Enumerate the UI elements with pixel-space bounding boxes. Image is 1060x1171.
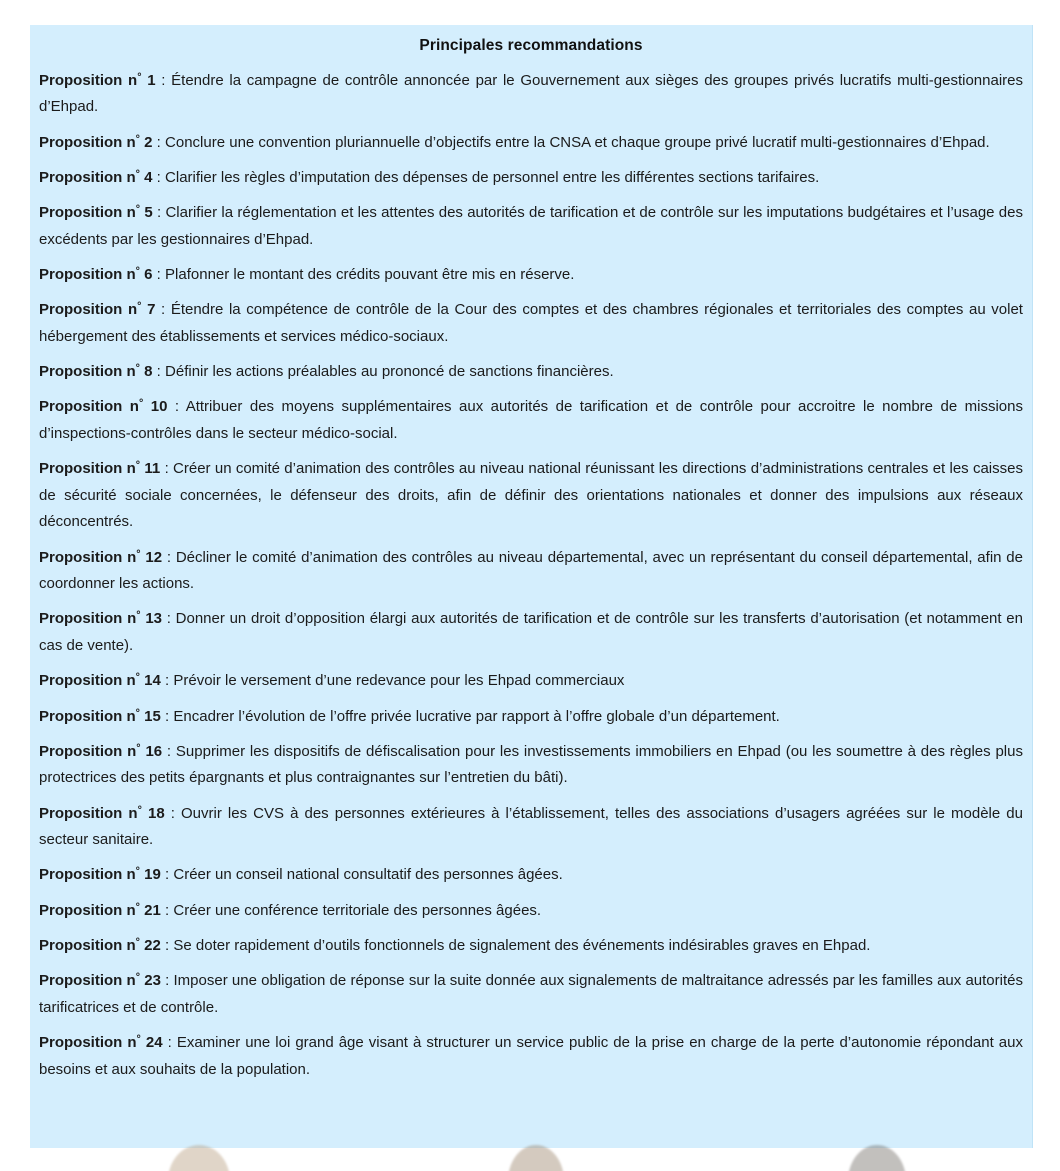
proposition-label-text: Proposition n xyxy=(39,742,137,760)
proposition-label-text: Proposition n xyxy=(39,901,136,919)
proposition-item xyxy=(39,695,1023,730)
proposition-item xyxy=(39,660,1023,695)
proposition-number: 10 xyxy=(150,398,168,416)
proposition-number: 6 xyxy=(144,265,153,283)
proposition-label-text: Proposition n xyxy=(39,398,139,416)
proposition-separator: : xyxy=(160,672,174,690)
proposition-number: 18 xyxy=(147,804,165,822)
proposition-separator: : xyxy=(160,866,174,884)
degree-sign-icon: ° xyxy=(136,548,141,561)
proposition-number: 12 xyxy=(145,548,163,566)
photo-peek-center-shape xyxy=(508,1145,564,1171)
degree-sign-icon: ° xyxy=(135,936,140,949)
proposition-label-text: Proposition n xyxy=(39,301,138,319)
degree-sign-icon: ° xyxy=(137,804,142,817)
proposition-text: Prévoir le versement d’une redevance pour les Ehpad commerciaux xyxy=(173,672,625,690)
proposition-text: Examiner une loi grand âge visant à structurer un service public de la prise en charge de la perte d’autonomie répondant aux besoins et aux souhaits de la population. xyxy=(39,1033,1023,1078)
proposition-text: Créer un conseil national consultatif des personnes âgées. xyxy=(173,866,563,884)
proposition-separator: : xyxy=(162,1033,177,1051)
proposition-separator: : xyxy=(160,972,174,989)
proposition-separator: : xyxy=(152,204,166,221)
photo-peek-right xyxy=(848,1145,906,1171)
degree-sign-icon: ° xyxy=(135,671,140,684)
proposition-separator: : xyxy=(155,71,172,89)
proposition-separator: : xyxy=(160,901,174,919)
proposition-label-text: Proposition n xyxy=(39,265,136,283)
proposition-label xyxy=(39,610,162,627)
proposition-label xyxy=(39,902,161,919)
proposition-item xyxy=(39,792,1023,854)
proposition-separator: : xyxy=(162,610,176,628)
proposition-item xyxy=(39,289,1023,351)
proposition-label-text: Proposition n xyxy=(39,610,137,628)
photo-peek-center xyxy=(508,1145,564,1171)
proposition-label xyxy=(39,672,161,689)
degree-sign-icon: ° xyxy=(136,1033,141,1046)
proposition-item xyxy=(39,536,1023,598)
proposition-item xyxy=(39,386,1023,448)
degree-sign-icon: ° xyxy=(137,300,142,313)
proposition-text: Supprimer les dispositifs de défiscalisation pour les investissements immobiliers en Ehpad (ou les soumettre à des règles plus protectrices des petits épargnants et plus contraignantes sur l’entretien du bâti). xyxy=(39,742,1023,787)
page-title: Principales recommandations xyxy=(419,37,643,54)
degree-sign-icon: ° xyxy=(135,706,140,719)
proposition-number: 22 xyxy=(144,936,161,954)
proposition-separator: : xyxy=(162,742,176,760)
proposition-separator: : xyxy=(160,936,174,954)
proposition-separator: : xyxy=(152,168,166,186)
proposition-number: 11 xyxy=(144,460,161,477)
degree-sign-icon: ° xyxy=(135,168,140,181)
proposition-number: 19 xyxy=(144,866,161,884)
proposition-label xyxy=(39,204,153,221)
proposition-separator: : xyxy=(155,301,171,319)
proposition-text: Étendre la campagne de contrôle annoncée par le Gouvernement aux sièges des groupes privés lucratifs multi-gestionnaires d’Ehpad. xyxy=(39,71,1023,116)
proposition-text: Imposer une obligation de réponse sur la suite donnée aux signalements de maltraitance adressés par les familles aux autorités tarificatrices et de contrôle. xyxy=(39,972,1023,1016)
degree-sign-icon: ° xyxy=(136,742,141,755)
proposition-label-text: Proposition n xyxy=(39,936,136,954)
proposition-separator: : xyxy=(160,707,174,725)
proposition-text: Se doter rapidement d’outils fonctionnels de signalement des événements indésirables graves en Ehpad. xyxy=(173,936,871,954)
degree-sign-icon: ° xyxy=(136,609,141,622)
proposition-label xyxy=(39,743,162,760)
proposition-label xyxy=(39,805,165,822)
proposition-label xyxy=(39,460,160,477)
proposition-label-text: Proposition n xyxy=(39,1033,137,1051)
degree-sign-icon: ° xyxy=(137,71,142,84)
proposition-item xyxy=(39,1021,1023,1083)
degree-sign-icon: ° xyxy=(135,203,141,216)
proposition-label xyxy=(39,134,153,151)
proposition-text: Clarifier la réglementation et les attentes des autorités de tarification et de contrôle sur les imputations budgétaires et l’usage des excédents par les gestionnaires d’Ehpad. xyxy=(39,204,1023,248)
proposition-number: 5 xyxy=(144,204,153,221)
proposition-text: Ouvrir les CVS à des personnes extérieures à l’établissement, telles des associations d’usagers agréées sur le modèle du secteur sanitaire. xyxy=(39,804,1023,849)
proposition-label xyxy=(39,549,162,566)
proposition-label xyxy=(39,72,156,89)
proposition-label xyxy=(39,1034,163,1051)
degree-sign-icon: ° xyxy=(135,865,140,878)
proposition-text: Définir les actions préalables au prononcé de sanctions financières. xyxy=(165,362,614,380)
degree-sign-icon: ° xyxy=(135,362,140,375)
proposition-number: 24 xyxy=(145,1033,163,1051)
proposition-label-text: Proposition n xyxy=(39,804,138,822)
proposition-label-text: Proposition n xyxy=(39,362,136,380)
photo-peek-left-shape xyxy=(168,1145,230,1171)
proposition-number: 4 xyxy=(144,168,153,186)
proposition-label xyxy=(39,266,153,283)
proposition-separator: : xyxy=(152,362,166,380)
proposition-label xyxy=(39,972,161,989)
proposition-label-text: Proposition n xyxy=(39,548,137,566)
proposition-list xyxy=(39,59,1023,1083)
degree-sign-icon: ° xyxy=(135,265,140,278)
proposition-number: 21 xyxy=(144,901,161,919)
proposition-text: Créer une conférence territoriale des personnes âgées. xyxy=(173,901,542,919)
proposition-text: Attribuer des moyens supplémentaires aux autorités de tarification et de contrôle pour accroitre le nombre de missions d’inspections-contrôles dans le secteur médico-social. xyxy=(39,398,1023,442)
proposition-label xyxy=(39,937,161,954)
proposition-separator: : xyxy=(162,548,176,566)
degree-sign-icon: ° xyxy=(135,133,140,146)
proposition-label xyxy=(39,301,155,318)
degree-sign-icon: ° xyxy=(135,901,140,914)
proposition-number: 16 xyxy=(145,742,163,760)
proposition-label-text: Proposition n xyxy=(39,133,136,151)
proposition-text: Donner un droit d’opposition élargi aux autorités de tarification et de contrôle sur les transferts d’autorisation (et notamment en cas de vente). xyxy=(39,610,1023,655)
proposition-number: 2 xyxy=(144,133,153,151)
proposition-number: 8 xyxy=(144,362,153,380)
proposition-label xyxy=(39,866,161,883)
proposition-item xyxy=(39,889,1023,924)
proposition-text: Étendre la compétence de contrôle de la Cour des comptes et des chambres régionales et territoriales des comptes au volet hébergement des établissements et services médico-sociaux. xyxy=(39,301,1023,345)
recommendations-panel xyxy=(30,25,1033,1148)
proposition-label-text: Proposition n xyxy=(39,71,138,89)
proposition-item xyxy=(39,253,1023,288)
degree-sign-icon: ° xyxy=(138,397,144,410)
proposition-text: Encadrer l’évolution de l’offre privée lucrative par rapport à l’offre globale d’un département. xyxy=(173,707,780,725)
proposition-label-text: Proposition n xyxy=(39,866,136,884)
proposition-number: 13 xyxy=(145,610,162,628)
proposition-item xyxy=(39,448,1023,537)
proposition-separator: : xyxy=(164,804,181,822)
proposition-number: 15 xyxy=(144,707,161,725)
proposition-text: Décliner le comité d’animation des contrôles au niveau départemental, avec un représentant du conseil départemental, afin de coordonner les actions. xyxy=(39,548,1023,593)
proposition-label xyxy=(39,708,161,725)
proposition-item xyxy=(39,924,1023,959)
proposition-separator: : xyxy=(167,398,186,416)
proposition-item xyxy=(39,121,1023,156)
proposition-text: Conclure une convention pluriannuelle d’objectifs entre la CNSA et chaque groupe privé lucratif multi-gestionnaires d’Ehpad. xyxy=(165,133,990,151)
proposition-label-text: Proposition n xyxy=(39,707,136,725)
proposition-item xyxy=(39,730,1023,792)
proposition-label xyxy=(39,169,153,186)
proposition-item xyxy=(39,598,1023,660)
proposition-separator: : xyxy=(152,265,166,283)
proposition-item xyxy=(39,854,1023,889)
proposition-label-text: Proposition n xyxy=(39,972,136,989)
proposition-label-text: Proposition n xyxy=(39,672,136,690)
proposition-label xyxy=(39,398,167,415)
proposition-label xyxy=(39,363,153,380)
proposition-number: 23 xyxy=(144,972,161,989)
proposition-item xyxy=(39,156,1023,191)
degree-sign-icon: ° xyxy=(135,971,141,984)
photo-peek-left xyxy=(168,1145,230,1171)
proposition-label-text: Proposition n xyxy=(39,460,136,477)
proposition-item xyxy=(39,59,1023,121)
proposition-item xyxy=(39,960,1023,1022)
proposition-text: Clarifier les règles d’imputation des dépenses de personnel entre les différentes sections tarifaires. xyxy=(165,168,820,186)
proposition-separator: : xyxy=(152,133,166,151)
proposition-number: 1 xyxy=(147,71,156,89)
proposition-separator: : xyxy=(160,460,174,477)
proposition-number: 14 xyxy=(144,672,161,690)
proposition-label-text: Proposition n xyxy=(39,204,136,221)
degree-sign-icon: ° xyxy=(135,459,141,472)
proposition-label-text: Proposition n xyxy=(39,168,136,186)
proposition-text: Créer un comité d’animation des contrôles au niveau national réunissant les directions d’administrations centrales et les caisses de sécurité sociale concernées, le défenseur des droits, afin de définir des orientations nationales et donner des impulsions aux réseaux déconcentrés. xyxy=(39,460,1023,531)
proposition-item xyxy=(39,192,1023,254)
photo-peek-right-shape xyxy=(848,1145,906,1171)
proposition-text: Plafonner le montant des crédits pouvant être mis en réserve. xyxy=(165,265,575,283)
proposition-item xyxy=(39,350,1023,385)
proposition-number: 7 xyxy=(147,301,156,319)
